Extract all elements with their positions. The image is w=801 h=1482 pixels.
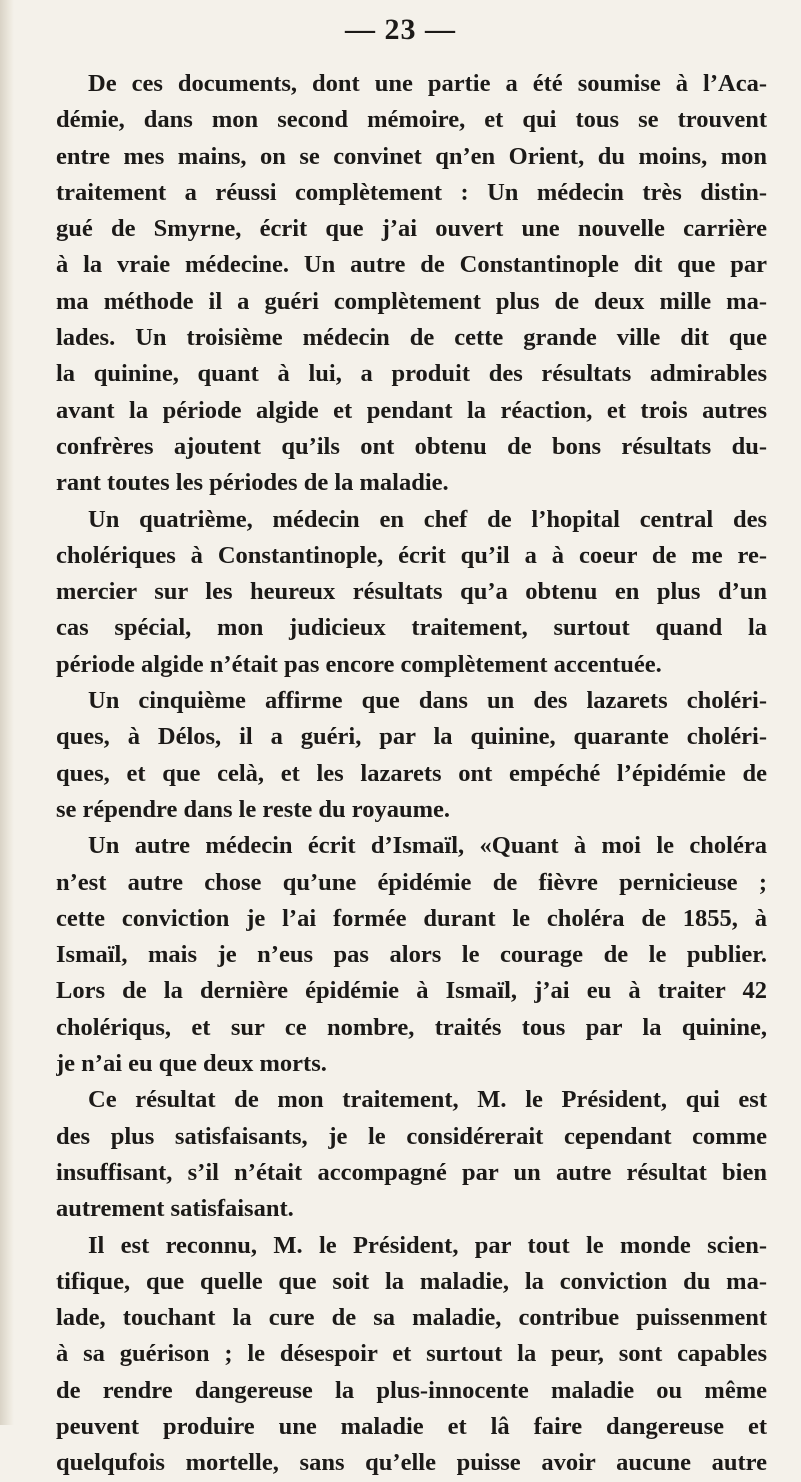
text-line: insuffisant, s’il n’était accompagné par un autre résultat bien	[56, 1158, 767, 1186]
text-line: je n’ai eu que deux morts.	[56, 1050, 327, 1078]
text-line: cholériques à Constantinople, écrit qu’il a à coeur de me re-	[56, 541, 767, 569]
text-line: Un cinquième affirme que dans un des lazarets choléri-	[88, 687, 767, 715]
text-line: se répendre dans le reste du royaume.	[56, 795, 451, 823]
text-line: Un quatrième, médecin en chef de l’hopital central des	[88, 505, 767, 533]
text-line: cas spécial, mon judicieux traitement, surtout quand la	[56, 614, 767, 642]
text-line: des plus satisfaisants, je le considérerait cependant comme	[56, 1122, 767, 1150]
text-line: avant la période algide et pendant la réaction, et trois autres	[56, 396, 767, 424]
text-line: tifique, que quelle que soit la maladie, la conviction du ma-	[56, 1267, 767, 1295]
text-line: autrement satisfaisant.	[56, 1195, 294, 1223]
body-text	[56, 66, 767, 1482]
text-line: quelqufois mortelle, sans qu’elle puisse avoir aucune autre	[56, 1449, 767, 1477]
text-line: confrères ajoutent qu’ils ont obtenu de bons résultats du-	[56, 432, 767, 460]
text-line: période algide n’était pas encore complètement accentuée.	[56, 650, 662, 678]
text-line: rant toutes les périodes de la maladie.	[56, 469, 449, 497]
text-line: Un autre médecin écrit d’Ismaïl, «Quant à moi le choléra	[88, 832, 767, 860]
text-line: De ces documents, dont une partie a été soumise à l’Aca-	[88, 70, 767, 97]
text-line: lade, touchant la cure de sa maladie, contribue puissenment	[56, 1304, 767, 1332]
text-line: gué de Smyrne, écrit que j’ai ouvert une nouvelle carrière	[56, 215, 767, 243]
binding-edge	[0, 0, 14, 1425]
text-line: Lors de la dernière épidémie à Ismaïl, j’ai eu à traiter 42	[56, 977, 767, 1005]
text-line: cholériqus, et sur ce nombre, traités tous par la quinine,	[56, 1013, 767, 1041]
text-line: lades. Un troisième médecin de cette grande ville dit que	[56, 324, 767, 352]
text-line: de rendre dangereuse la plus-innocente maladie ou même	[56, 1376, 767, 1404]
text-line: à la vraie médecine. Un autre de Constantinople dit que par	[56, 251, 767, 279]
text-line: Ismaïl, mais je n’eus pas alors le courage de le publier.	[56, 941, 767, 969]
text-line: Il est reconnu, M. le Président, par tout le monde scien-	[88, 1231, 767, 1259]
text-line: ques, à Délos, il a guéri, par la quinine, quarante choléri-	[56, 723, 767, 751]
text-line: n’est autre chose qu’une épidémie de fièvre pernicieuse ;	[56, 868, 767, 896]
text-line: entre mes mains, on se convinet qn’en Orient, du moins, mon	[56, 142, 767, 170]
text-line: la quinine, quant à lui, a produit des résultats admirables	[56, 360, 767, 388]
text-line: démie, dans mon second mémoire, et qui tous se trouvent	[56, 106, 767, 134]
text-line: traitement a réussi complètement : Un médecin très distin-	[56, 178, 767, 206]
text-line: mercier sur les heureux résultats qu’a obtenu en plus d’un	[56, 578, 767, 606]
text-line: cette conviction je l’ai formée durant le choléra de 1855, à	[56, 904, 767, 932]
text-line: ma méthode il a guéri complètement plus de deux mille ma-	[56, 287, 767, 315]
text-line: à sa guérison ; le désespoir et surtout la peur, sont capables	[56, 1340, 767, 1368]
text-line: peuvent produire une maladie et lâ faire dangereuse et	[56, 1412, 767, 1440]
text-line: Ce résultat de mon traitement, M. le Président, qui est	[88, 1086, 767, 1114]
page-number: — 23 —	[345, 13, 456, 46]
text-line: ques, et que celà, et les lazarets ont empéché l’épidémie de	[56, 759, 767, 787]
